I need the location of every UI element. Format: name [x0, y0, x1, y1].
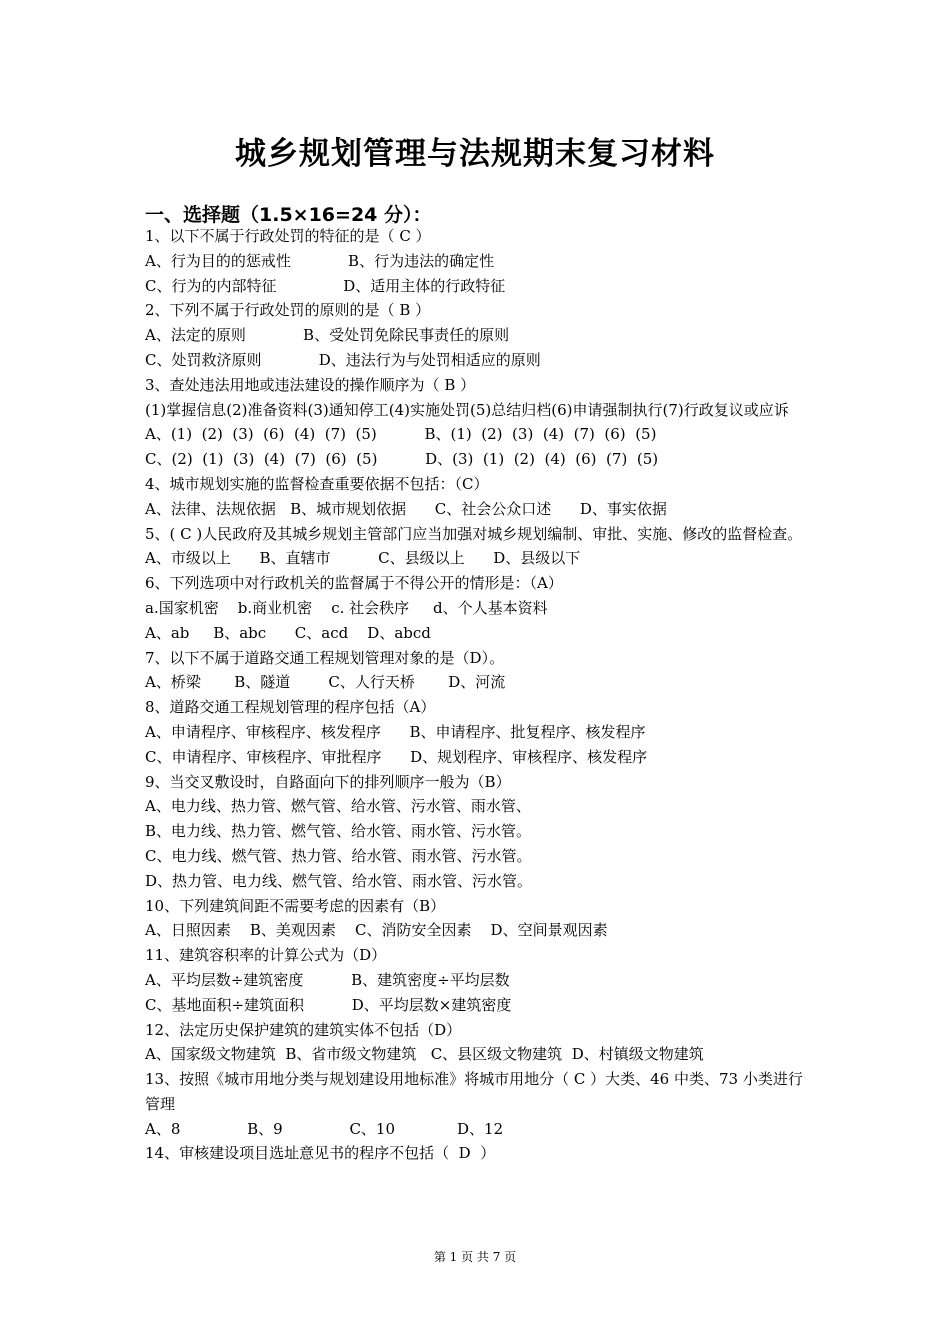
- text-line: A、电力线、热力管、燃气管、给水管、污水管、雨水管、: [145, 797, 531, 816]
- text-line: C、申请程序、审核程序、审批程序 D、规划程序、审核程序、核发程序: [145, 747, 648, 766]
- text-line: 2、下列不属于行政处罚的原则的是（ B ）: [145, 301, 431, 320]
- text-line: 5、( C )人民政府及其城乡规划主管部门应当加强对城乡规划编制、审批、实施、修改的监督检查。: [145, 524, 803, 543]
- text-line: C、处罚救济原则 D、违法行为与处罚相适应的原则: [145, 350, 541, 369]
- text-line: a.国家机密 b.商业机密 c. 社会秩序 d、个人基本资料: [145, 598, 548, 617]
- text-line: A、ab B、abc C、acd D、abcd: [145, 623, 431, 642]
- text-line: A、法律、法规依据 B、城市规划依据 C、社会公众口述 D、事实依据: [145, 499, 667, 518]
- page-footer: 第 1 页 共 7 页: [433, 1250, 517, 1264]
- text-line: C、行为的内部特征 D、适用主体的行政特征: [145, 276, 506, 295]
- text-line: 9、当交叉敷设时，自路面向下的排列顺序一般为（B）: [145, 772, 511, 791]
- text-line: D、热力管、电力线、燃气管、给水管、雨水管、污水管。: [145, 871, 533, 890]
- text-line: 11、建筑容积率的计算公式为（D）: [145, 946, 387, 965]
- text-line: A、行为目的的惩戒性 B、行为违法的确定性: [145, 251, 495, 270]
- text-line: A、法定的原则 B、受处罚免除民事责任的原则: [145, 326, 510, 345]
- text-line: 7、以下不属于道路交通工程规划管理对象的是（D）。: [145, 648, 505, 667]
- text-line: C、电力线、燃气管、热力管、给水管、雨水管、污水管。: [145, 846, 532, 865]
- document-title: 城乡规划管理与法规期末复习材料: [235, 136, 715, 172]
- text-line: A、国家级文物建筑 B、省市级文物建筑 C、县区级文物建筑 D、村镇级文物建筑: [145, 1045, 704, 1064]
- text-line: A、8 B、9 C、10 D、12: [145, 1119, 504, 1138]
- text-line: 3、查处违法用地或违法建设的操作顺序为（ B ）: [145, 375, 476, 394]
- text-line: A、申请程序、审核程序、核发程序 B、申请程序、批复程序、核发程序: [145, 722, 646, 741]
- text-line: 8、道路交通工程规划管理的程序包括（A）: [145, 698, 436, 717]
- text-line: C、基地面积÷建筑面积 D、平均层数×建筑密度: [145, 995, 512, 1014]
- text-line: B、电力线、热力管、燃气管、给水管、雨水管、污水管。: [145, 822, 532, 841]
- text-line: A、桥梁 B、隧道 C、人行天桥 D、河流: [145, 673, 506, 692]
- text-line: (1)掌握信息(2)准备资料(3)通知停工(4)实施处罚(5)总结归档(6)申请强制执行(7)行政复议或应诉: [145, 400, 789, 419]
- document-body: [145, 224, 813, 1166]
- text-line: A、平均层数÷建筑密度 B、建筑密度÷平均层数: [145, 970, 510, 989]
- text-line: 4、城市规划实施的监督检查重要依据不包括：（C）: [145, 474, 489, 493]
- text-line: 1、以下不属于行政处罚的特征的是（ C ）: [145, 227, 431, 245]
- text-line: 6、下列选项中对行政机关的监督属于不得公开的情形是：（A）: [145, 574, 563, 593]
- text-line: 14、审核建设项目选址意见书的程序不包括（ D ）: [145, 1144, 496, 1163]
- text-line: A、日照因素 B、美观因素 C、消防安全因素 D、空间景观因素: [145, 921, 608, 940]
- text-line: 10、下列建筑间距不需要考虑的因素有（B）: [145, 896, 446, 915]
- text-line: A、(1) (2) (3) (6) (4) (7) (5) B、(1) (2) (3) (4) (7) (6) (5): [145, 425, 657, 444]
- text-line: A、市级以上 B、直辖市 C、县级以上 D、县级以下: [145, 549, 581, 568]
- section-heading: 一、选择题（1.5×16=24 分）：: [145, 204, 432, 226]
- text-line: 13、按照《城市用地分类与规划建设用地标准》将城市用地分（ C ）大类、46 中类、73 小类进行管理: [145, 1070, 803, 1113]
- text-line: C、(2) (1) (3) (4) (7) (6) (5) D、(3) (1) (2) (4) (6) (7) (5): [145, 450, 659, 469]
- text-line: 12、法定历史保护建筑的建筑实体不包括（D）: [145, 1020, 462, 1039]
